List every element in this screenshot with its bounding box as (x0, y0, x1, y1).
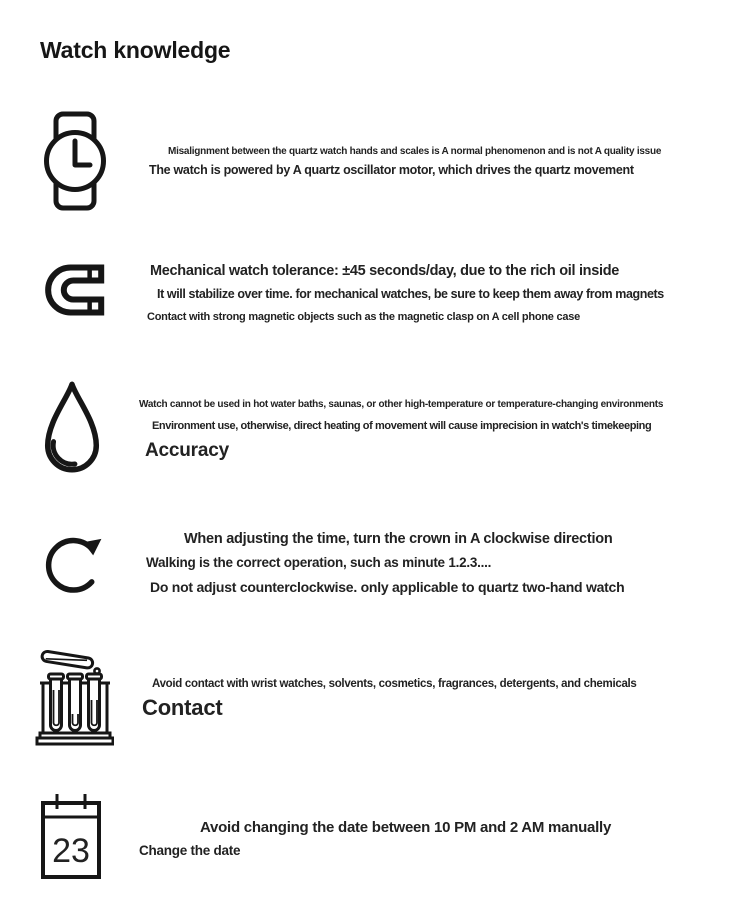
accuracy-heading: Accuracy (145, 440, 229, 461)
page-title: Watch knowledge (40, 37, 231, 63)
environment-note: Environment use, otherwise, direct heating of movement will cause imprecision in watch's timekeeping (152, 420, 652, 432)
calendar-day-number: 23 (52, 832, 90, 870)
tolerance-heading: Mechanical watch tolerance: ±45 seconds/day, due to the rich oil inside (150, 263, 620, 279)
hot-water-warning: Watch cannot be used in hot water baths, saunas, or other high-temperature or temperature-changing environments (139, 399, 664, 410)
contact-heading: Contact (142, 695, 223, 720)
calendar-icon (40, 789, 102, 881)
misalignment-note: Misalignment between the quartz watch hands and scales is A normal phenomenon and is not A quality issue (168, 146, 662, 157)
quartz-movement-note: The watch is powered by A quartz oscillator motor, which drives the quartz movement (149, 163, 634, 177)
water-drop-icon (38, 376, 106, 482)
magnet-icon (40, 256, 108, 324)
wrist-watch-icon (42, 110, 108, 212)
counterclockwise-warning: Do not adjust counterclockwise. only applicable to quartz two-hand watch (150, 579, 625, 595)
change-date-label: Change the date (139, 843, 241, 858)
clockwise-rotation-icon (42, 520, 108, 604)
chemicals-warning: Avoid contact with wrist watches, solvents, cosmetics, fragrances, detergents, and chemicals (152, 678, 637, 690)
date-change-warning: Avoid changing the date between 10 PM and 2 AM manually (200, 819, 612, 836)
stabilize-note: It will stabilize over time. for mechanical watches, be sure to keep them away from magnets (157, 287, 664, 301)
clockwise-instruction: When adjusting the time, turn the crown in A clockwise direction (184, 531, 613, 547)
magnetic-objects-note: Contact with strong magnetic objects such as the magnetic clasp on A cell phone case (147, 311, 580, 323)
walking-note: Walking is the correct operation, such as minute 1.2.3.... (146, 555, 492, 570)
test-tubes-icon (34, 643, 114, 747)
